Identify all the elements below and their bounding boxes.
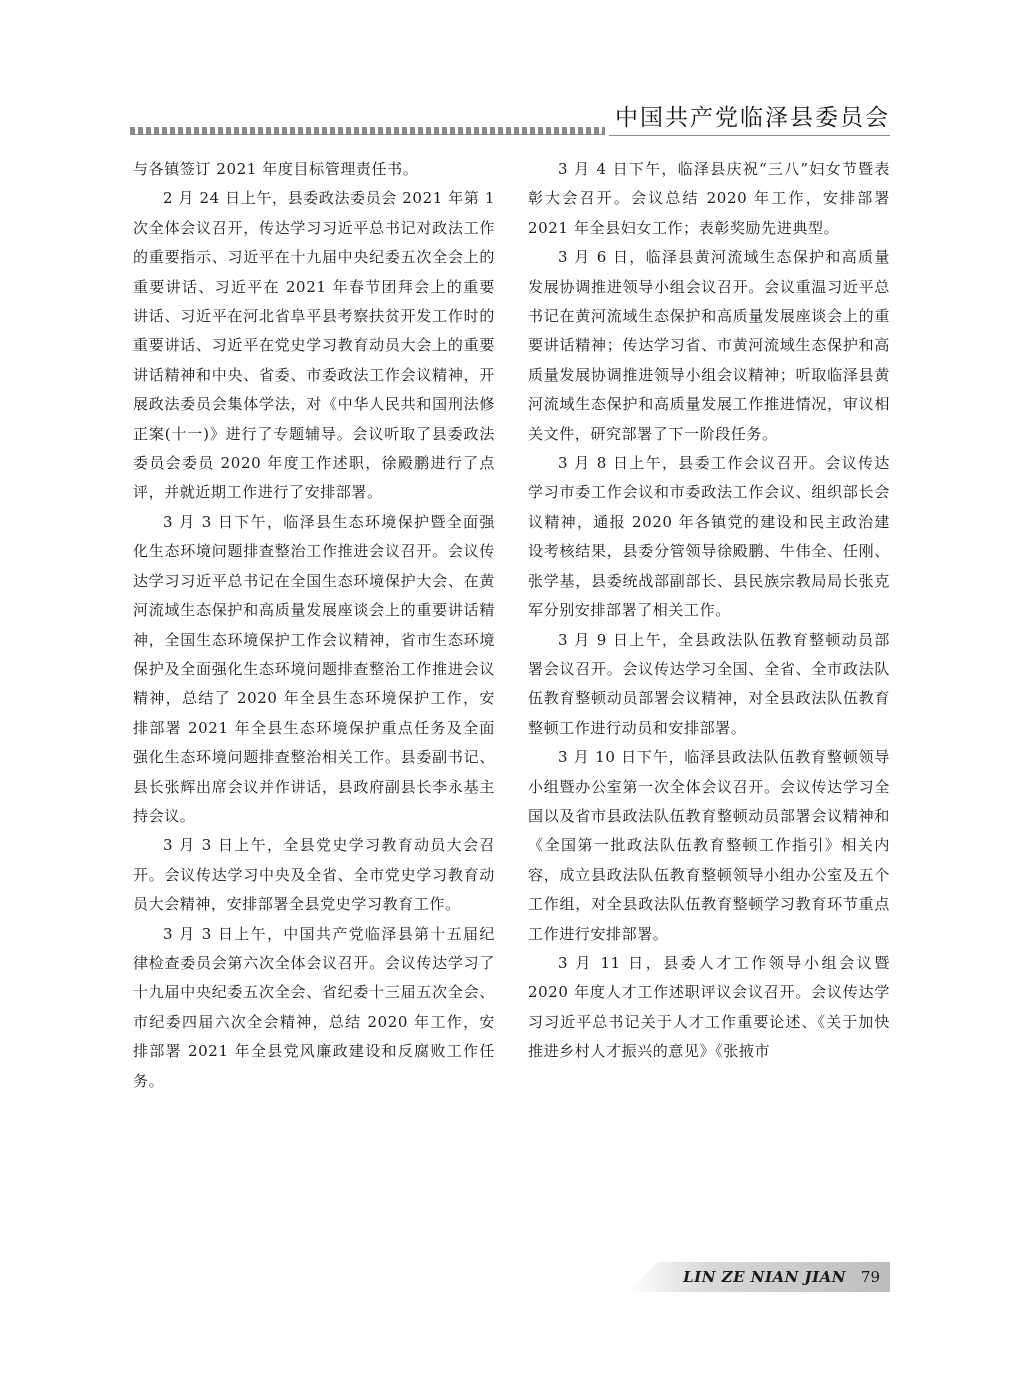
paragraph: 2 月 24 日上午，县委政法委员会 2021 年第 1 次全体会议召开，传达学习习近平总书记对政法工作的重要指示、习近平在十九届中央纪委五次全会上的重要讲话、习近平在 2021 年春节团拜会上的重要讲话、习近平在河北省阜平县考察扶贫开发工作时的重要讲话、习近平在党史学习教育动员大会上的重要讲话精神和中央、省委、市委政法工作会议精神，开展政法委员会集体学法，对《中华人民共和国刑法修正案(十一)》进行了专题辅导。会议听取了县委政法委员会委员 2020 年度工作述职，徐殿鹏进行了点评，并就近期工作进行了安排部署。 (133, 189, 495, 502)
page-number: 79 (860, 1268, 880, 1286)
paragraph: 3 月 3 日上午，全县党史学习教育动员大会召开。会议传达学习中央及全省、全市党史学习教育动员大会精神，安排部署全县党史学习教育工作。 (133, 836, 495, 914)
paragraph: 3 月 3 日上午，中国共产党临泽县第十五届纪律检查委员会第六次全体会议召开。会议传达学习了十九届中央纪委五次全会、省纪委十三届五次全会、市纪委四届六次全会精神，总结 2020 年工作，安排部署 2021 年全县党风廉政建设和反腐败工作任务。 (133, 924, 495, 1090)
header-rule (130, 134, 605, 135)
paragraph: 3 月 11 日，县委人才工作领导小组会议暨 2020 年度人才工作述职评议会议召开。会议传达学习习近平总书记关于人才工作重要论述、《关于加快推进乡村人才振兴的意见》《张掖市 (528, 953, 890, 1061)
paragraph: 3 月 10 日下午，临泽县政法队伍教育整顿领导小组暨办公室第一次全体会议召开。会议传达学习全国以及省市县政法队伍教育整顿动员部署会议精神和《全国第一批政法队伍教育整顿工作指引》相关内容，成立县政法队伍教育整顿领导小组办公室及五个工作组，对全县政法队伍教育整顿学习教育环节重点工作进行安排部署。 (528, 748, 890, 943)
page-header (130, 96, 890, 136)
paragraph: 与各镇签订 2021 年度目标管理责任书。 (133, 160, 419, 178)
paragraph: 3 月 6 日，临泽县黄河流域生态保护和高质量发展协调推进领导小组会议召开。会议重温习近平总书记在黄河流域生态保护和高质量发展座谈会上的重要讲话精神；传达学习省、市黄河流域生态保护和高质量发展协调推进领导小组会议精神；听取临泽县黄河流域生态保护和高质量发展工作推进情况，审议相关文件，研究部署了下一阶段任务。 (528, 248, 890, 443)
header-decorative-pattern (130, 127, 605, 134)
running-header-title: 中国共产党临泽县委员会 (609, 101, 890, 136)
paragraph: 3 月 9 日上午，全县政法队伍教育整顿动员部署会议召开。会议传达学习全国、全省、全市政法队伍教育整顿动员部署会议精神，对全县政法队伍教育整顿工作进行动员和安排部署。 (528, 630, 890, 737)
right-column (528, 155, 890, 1067)
paragraph: 3 月 4 日下午，临泽县庆祝“三八”妇女节暨表彰大会召开。会议总结 2020 年工作，安排部署 2021 年全县妇女工作；表彰奖励先进典型。 (528, 160, 890, 237)
page-footer (628, 1262, 890, 1292)
paragraph: 3 月 8 日上午，县委工作会议召开。会议传达学习市委工作会议和市委政法工作会议、组织部长会议精神，通报 2020 年各镇党的建设和民主政治建设考核结果，县委分管领导徐殿鹏、牛伟全、任刚、张学基，县委统战部副部长、县民族宗教局局长张克军分别安排部署了相关工作。 (528, 454, 890, 620)
left-column (133, 155, 495, 1096)
paragraph: 3 月 3 日下午，临泽县生态环境保护暨全面强化生态环境问题排查整治工作推进会议召开。会议传达学习习近平总书记在全国生态环境保护大会、在黄河流域生态保护和高质量发展座谈会上的重要讲话精神，全国生态环境保护工作会议精神，省市生态环境保护及全面强化生态环境问题排查整治工作推进会议精神，总结了 2020 年全县生态环境保护工作，安排部署 2021 年全县生态环境保护重点任务及全面强化生态环境问题排查整治相关工作。县委副书记、县长张辉出席会议并作讲话，县政府副县长李永基主持会议。 (133, 512, 495, 825)
journal-name: LIN ZE NIAN JIAN (683, 1268, 846, 1286)
